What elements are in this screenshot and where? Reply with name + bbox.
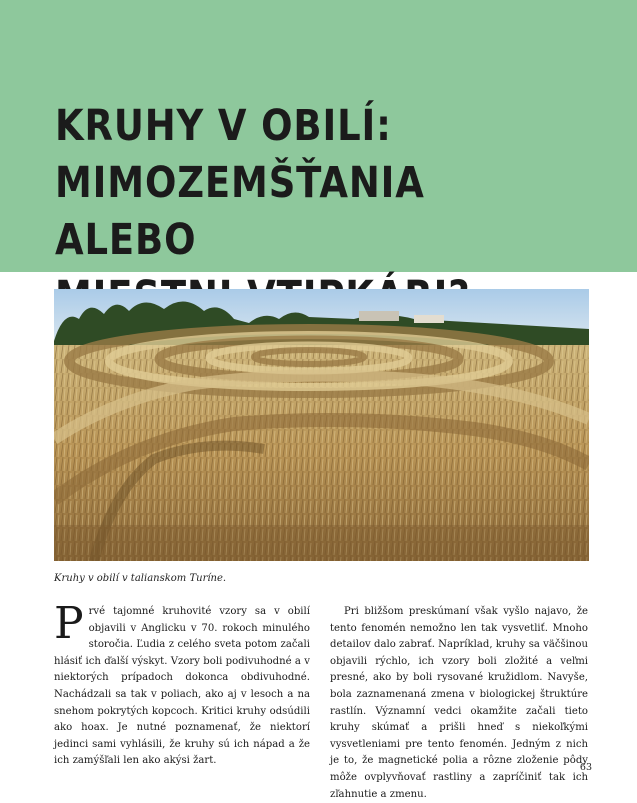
right-column-text: Pri bližšom preskúmaní však vyšlo najavo, že tento fenomén nemožno len tak vysvetliť. Mnoho detailov dalo zabrať. Napríklad, kruhy sa väčšinou objavili rýchlo, ich vzory boli zložité a veľmi presné, ako by boli rysované kružidlom. Navyše, bola zaznamenaná zmena v biologickej štruktúre rastlín. Významní vedci okamžite začali tieto kruhy skúmať a prišli hneď s niekoľkými vysvetleniami pre tento fenomén. Jedným z nich je to, že magnetické polia a rôzne zloženie pôdy môže ovplyvňovať rastliny a zapríčiniť tak ich zľahnutie a zmenu. [330, 606, 588, 800]
left-column-text: rvé tajomné kruhovité vzory sa v obilí objavili v Anglicku v 70. rokoch minulého storočia. Ľudia z celého sveta potom začali hlásiť ich ďalší výskyt. Vzory boli podivuhodné a v niektorých prípadoch dokonca obdivuhodné. Nachádzali sa tak v poliach, ako aj v lesoch a na snehom pokrytých kopcoch. Kritici kruhy odsúdili ako hoax. Je nutné poznamenať, že niektorí jedinci sami vyhlásili, že kruhy sú ich nápad a že ich zamýšľali len ako akýsi žart. [54, 606, 310, 767]
article-right-column [330, 604, 588, 803]
photo-caption: Kruhy v obilí v talianskom Turíne. [54, 573, 227, 584]
crop-circle-photo [54, 289, 589, 561]
title-line-2: MIMOZEMŠŤANIA ALEBO [55, 158, 425, 265]
article-left-column [54, 598, 310, 770]
crop-circle-image [54, 289, 589, 561]
title-line-1: KRUHY V OBILÍ: [55, 101, 392, 151]
drop-cap: P [54, 598, 84, 649]
page-number: 63 [579, 762, 592, 773]
